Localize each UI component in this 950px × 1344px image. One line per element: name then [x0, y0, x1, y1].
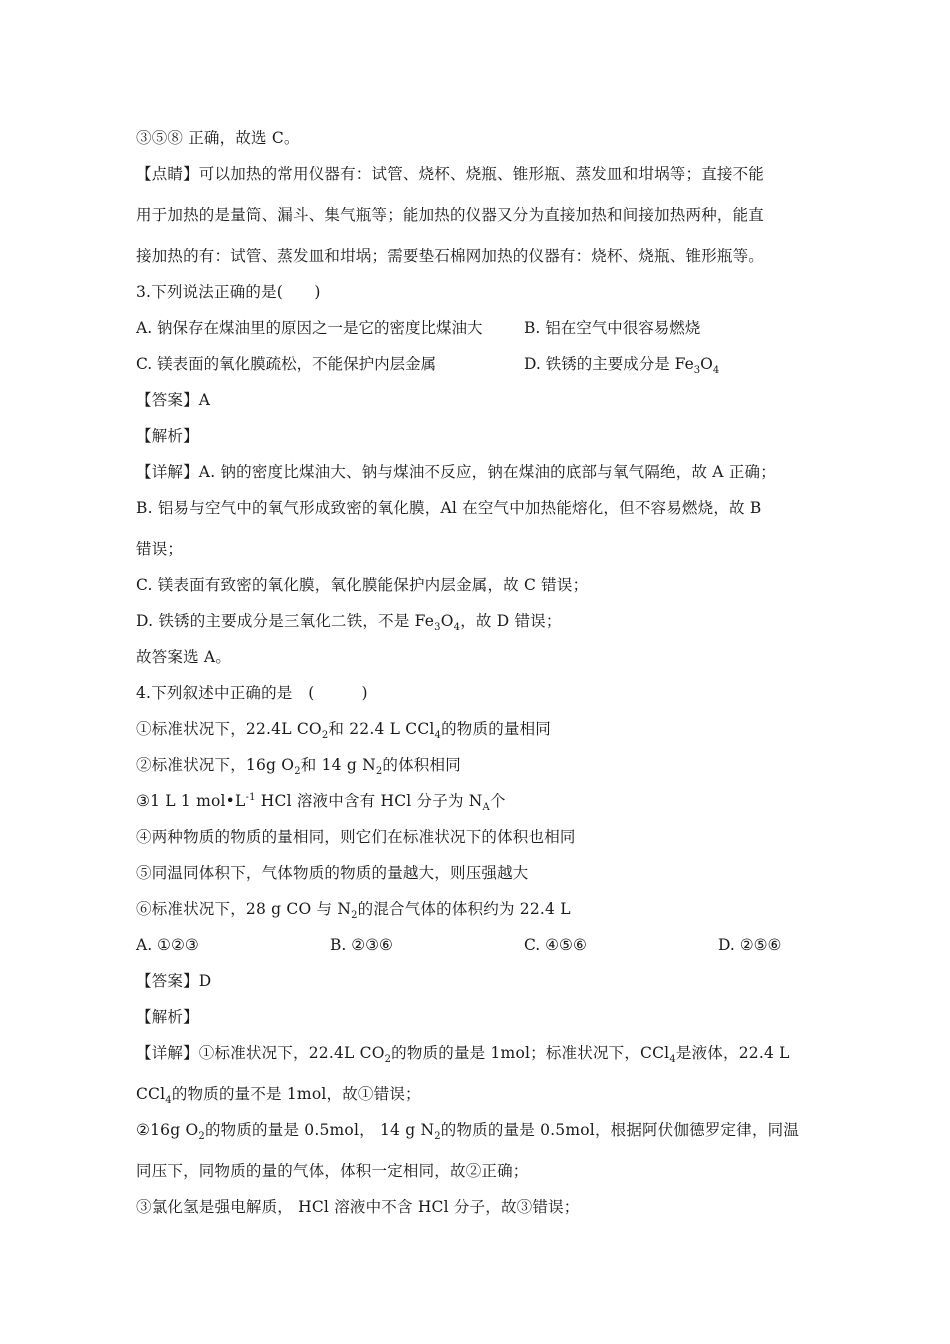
text: HCl 溶液中含有 HCl 分子为 N: [255, 792, 483, 810]
text: ⑤同温同体积下，气体物质的物质的量越大，则压强越大: [136, 864, 529, 882]
subscript: 4: [165, 1095, 172, 1107]
q3-detail-d: [136, 611, 562, 634]
text: 的物质的量相同: [441, 720, 552, 738]
q4-detail-3: [136, 1197, 579, 1217]
subscript: 2: [434, 1131, 441, 1143]
text: ④两种物质的物质的量相同，则它们在标准状况下的体积也相同: [136, 828, 576, 846]
subscript: 3: [693, 365, 701, 377]
subscript: A: [482, 802, 490, 814]
q3-analysis-heading: [136, 426, 199, 446]
text: 和 14 g N: [300, 756, 376, 774]
text: C. 镁表面的氧化膜疏松，不能保护内层金属: [136, 355, 437, 373]
text: A. 钠保存在煤油里的原因之一是它的密度比煤油大: [136, 319, 483, 337]
text: 【答案】D: [136, 972, 212, 990]
q3-detail-b: [136, 498, 761, 518]
text: B. 铝在空气中很容易燃烧: [524, 319, 701, 337]
text: 故答案选 A。: [136, 648, 232, 666]
q3-detail-c: [136, 575, 588, 595]
q3-option-d: [524, 354, 720, 377]
q4-option-c: [524, 935, 587, 955]
text: 的混合气体的体积约为 22.4 L: [357, 900, 571, 918]
text: ①标准状况下，22.4L CO: [136, 720, 322, 738]
text: 和 22.4 L CCl: [328, 720, 435, 738]
q4-statement-1: [136, 719, 552, 742]
text: 的物质的量是 0.5mol，根据阿伏伽德罗定律，同温: [440, 1121, 800, 1139]
text: 的物质的量是 0.5mol， 14 g N: [204, 1121, 435, 1139]
q4-statement-4: [136, 827, 576, 847]
text: 用于加热的是量筒、漏斗、集气瓶等；能加热的仪器又分为直接加热和间接加热两种，能直: [136, 206, 765, 224]
text: O: [440, 612, 454, 630]
q4-statement-2: [136, 755, 461, 778]
subscript: 4: [434, 730, 442, 742]
text: 3.下列说法正确的是( ): [136, 283, 321, 301]
q4-analysis-heading: [136, 1007, 199, 1027]
q2-conclusion-line: [136, 128, 300, 148]
text: 【解析】: [136, 427, 199, 445]
question-3-stem: [136, 282, 321, 302]
text: D. ②⑤⑥: [718, 936, 782, 954]
subscript: 4: [712, 365, 720, 377]
q3-detail-b-cont: [136, 539, 183, 559]
text: 【答案】A: [136, 391, 211, 409]
q4-statement-6: [136, 899, 571, 922]
text: ②标准状况下，16g O: [136, 756, 295, 774]
subscript: 2: [384, 1054, 392, 1066]
q3-answer: [136, 390, 210, 410]
subscript: 4: [669, 1054, 676, 1066]
text: 错误；: [136, 540, 184, 558]
text: 的物质的量是 1mol；标准状况下，CCl: [391, 1044, 670, 1062]
subscript: 3: [434, 622, 441, 634]
subscript: 2: [294, 766, 301, 778]
q4-detail-2-cont: [136, 1161, 529, 1181]
text: D. 铁锈的主要成分是 Fe: [524, 355, 694, 373]
text: 个: [489, 792, 506, 810]
q4-statement-5: [136, 863, 529, 883]
q4-detail-1-cont: [136, 1084, 421, 1107]
q4-detail-1: [136, 1043, 790, 1066]
subscript: 2: [321, 730, 329, 742]
text: 的体积相同: [382, 756, 461, 774]
q3-conclusion: [136, 647, 231, 667]
text: 【详解】A. 钠的密度比煤油大、钠与煤油不反应，钠在煤油的底部与氧气隔绝，故 A 正确；: [136, 463, 776, 481]
text: ③1 L 1 mol•L: [136, 792, 246, 810]
text: ，故 D 错误；: [460, 612, 562, 630]
text: 【解析】: [136, 1008, 199, 1026]
text: 的物质的量不是 1mol，故①错误；: [171, 1085, 421, 1103]
text: A. ①②③: [136, 936, 199, 954]
q4-statement-3: [136, 791, 506, 814]
text: 同压下，同物质的量的气体，体积一定相同，故②正确；: [136, 1162, 529, 1180]
text: ③⑤⑧ 正确，故选 C。: [136, 129, 300, 147]
text: ②16g O: [136, 1121, 199, 1139]
tip-line-2: [136, 205, 764, 225]
q4-option-d: [718, 935, 781, 955]
tip-line-3: [136, 246, 764, 266]
question-4-stem: [136, 683, 368, 703]
subscript: 2: [351, 910, 358, 922]
text: B. 铝易与空气中的氧气形成致密的氧化膜，Al 在空气中加热能熔化，但不容易燃烧，故 B: [136, 499, 762, 517]
q3-option-c: [136, 354, 436, 374]
q3-option-b: [524, 318, 700, 338]
text: 接加热的有：试管、蒸发皿和坩埚；需要垫石棉网加热的仪器有：烧杯、烧瓶、锥形瓶等。: [136, 247, 765, 265]
subscript: 4: [453, 622, 461, 634]
text: C. 镁表面有致密的氧化膜，氧化膜能保护内层金属，故 C 错误；: [136, 576, 589, 594]
text: 【点睛】可以加热的常用仪器有：试管、烧杯、烧瓶、锥形瓶、蒸发皿和坩埚等；直接不能: [136, 165, 765, 183]
subscript: 2: [375, 766, 383, 778]
q4-answer: [136, 971, 211, 991]
text: 4.下列叙述中正确的是 ( ): [136, 684, 368, 702]
text: 是液体，22.4 L: [675, 1044, 790, 1062]
text: ⑥标准状况下，28 g CO 与 N: [136, 900, 352, 918]
superscript: -1: [245, 791, 256, 803]
text: O: [700, 355, 713, 373]
q3-detail-a: [136, 462, 776, 482]
text: B. ②③⑥: [330, 936, 393, 954]
q4-option-b: [330, 935, 393, 955]
tip-line-1: [136, 164, 764, 184]
text: CCl: [136, 1085, 166, 1103]
q3-option-a: [136, 318, 483, 338]
text: C. ④⑤⑥: [524, 936, 587, 954]
text: D. 铁锈的主要成分是三氧化二铁，不是 Fe: [136, 612, 435, 630]
text: ③氯化氢是强电解质， HCl 溶液中不含 HCl 分子，故③错误；: [136, 1198, 580, 1216]
q4-detail-2: [136, 1120, 800, 1143]
text: 【详解】①标准状况下，22.4L CO: [136, 1044, 385, 1062]
q4-option-a: [136, 935, 199, 955]
subscript: 2: [198, 1131, 205, 1143]
